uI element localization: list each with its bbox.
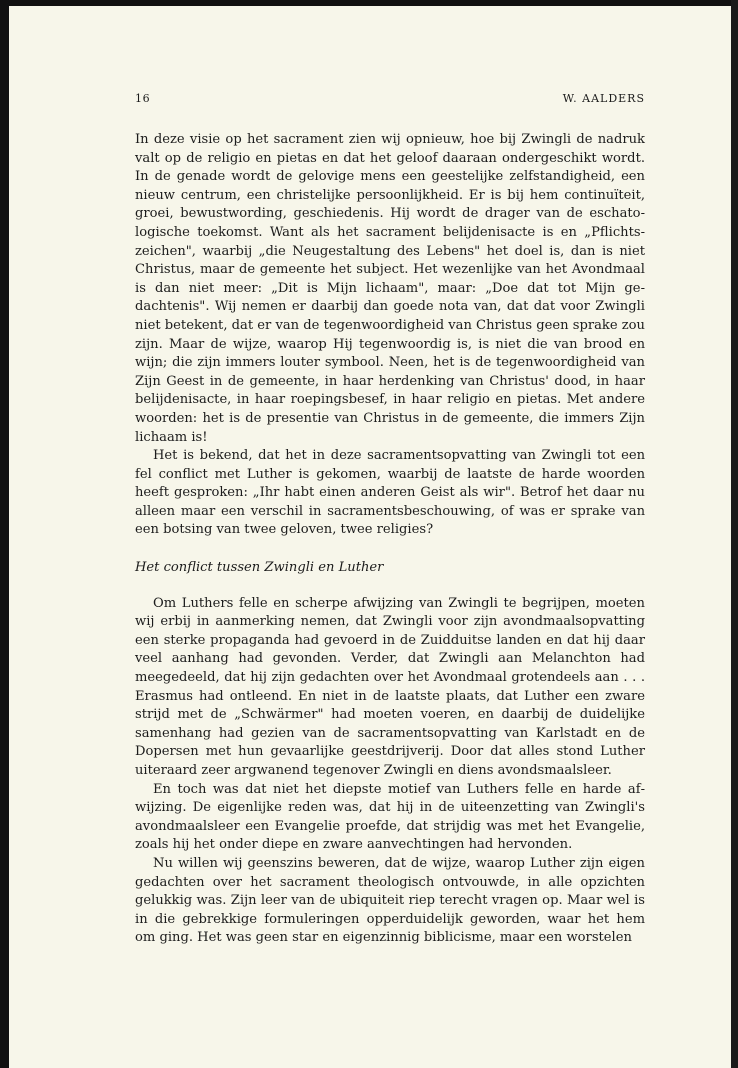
- page-number: 16: [135, 92, 151, 105]
- scan-border-right: [731, 0, 738, 1068]
- running-head-author: W. AALDERS: [562, 92, 645, 105]
- section-heading: Het conflict tussen Zwingli en Luther: [135, 560, 384, 576]
- paragraph: Om Luthers felle en scherpe afwijzing van Zwingli te begrijpen, moeten wij erbij in aanmerking nemen, dat Zwingli voor zijn avondmaalsopvatting een sterke propaganda had gevoerd in de Zuidduitse landen en dat hij daar veel aanhang had gevonden. Verder, dat Zwingli aan Melanchton had meegedeeld, dat hij zijn gedachten over het Avondmaal grotendeels aan . . . Erasmus had ontleend. En niet in de laatste plaats, dat Luther een zware strijd met de „Schwärmer" had moeten voeren, en daarbij de duidelijke samenhang had gezien van de sacramentsopvatting van Karlstadt en de Dopersen met hun gevaarlijke geestdrijverij. Door dat alles stond Luther uiteraard zeer argwanend tegenover Zwingli en diens avondsmaalsleer.: [135, 595, 645, 778]
- book-page: [9, 6, 731, 1068]
- paragraph: In deze visie op het sacrament zien wij opnieuw, hoe bij Zwingli de nadruk valt op de religio en pietas en dat het geloof daaraan ondergeschikt wordt. In de genade wordt de gelovige mens een geestelijke zelfstandigheid, een nieuw centrum, een christelijke persoonlijkheid. Er is bij hem continuïteit, groei, bewustwording, geschiedenis. Hij wordt de drager van de eschatologische toekomst. Want als het sacrament belijdenisacte is en „Pflichtszeichen", waarbij „die Neugestaltung des Lebens" het doel is, dan is niet Christus, maar de gemeente het subject. Het wezenlijke van het Avondmaal is dan niet meer: „Dit is Mijn lichaam", maar: „Doe dat tot Mijn gedachtenis". Wij nemen er daarbij dan goede nota van, dat dat voor Zwingli niet betekent, dat er van de tegenwoordigheid van Christus geen sprake zou zijn. Maar de wijze, waarop Hij tegenwoordig is, is niet die van brood en wijn; die zijn immers louter symbool. Neen, het is de tegenwoordigheid van Zijn Geest in de gemeente, in haar herdenking van Christus' dood, in haar belijdenisacte, in haar roepingsbesef, in haar religio en pietas. Met andere woorden: het is de presentie van Christus in de gemeente, die immers Zijn lichaam is!: [135, 132, 645, 445]
- scan-border-left: [0, 0, 9, 1068]
- running-head: [135, 92, 645, 108]
- paragraph: Nu willen wij geenszins beweren, dat de wijze, waarop Luther zijn eigen gedachten over het sacrament theologisch ontvouwde, in alle opzichten gelukkig was. Zijn leer van de ubiquiteit riep terecht vragen op. Maar wel is in die gebrekkige formuleringen opperduidelijk geworden, waar het hem om ging. Het was geen star en eigenzinnig biblicisme, maar een worstelen: [135, 855, 645, 946]
- text-block: [135, 92, 645, 948]
- paragraph: En toch was dat niet het diepste motief van Luthers felle en harde afwijzing. De eigenlijke reden was, dat hij in de uiteenzetting van Zwingli's avondmaalsleer een Evangelie proefde, dat strijdig was met het Evangelie, zoals hij het onder diepe en zware aanvechtingen had hervonden.: [135, 781, 645, 853]
- paragraph: Het is bekend, dat het in deze sacramentsopvatting van Zwingli tot een fel conflict met Luther is gekomen, waarbij de laatste de harde woorden heeft gesproken: „Ihr habt einen anderen Geist als wir". Betrof het daar nu alleen maar een verschil in sacramentsbeschouwing, of was er sprake van een botsing van twee geloven, twee religies?: [135, 448, 645, 538]
